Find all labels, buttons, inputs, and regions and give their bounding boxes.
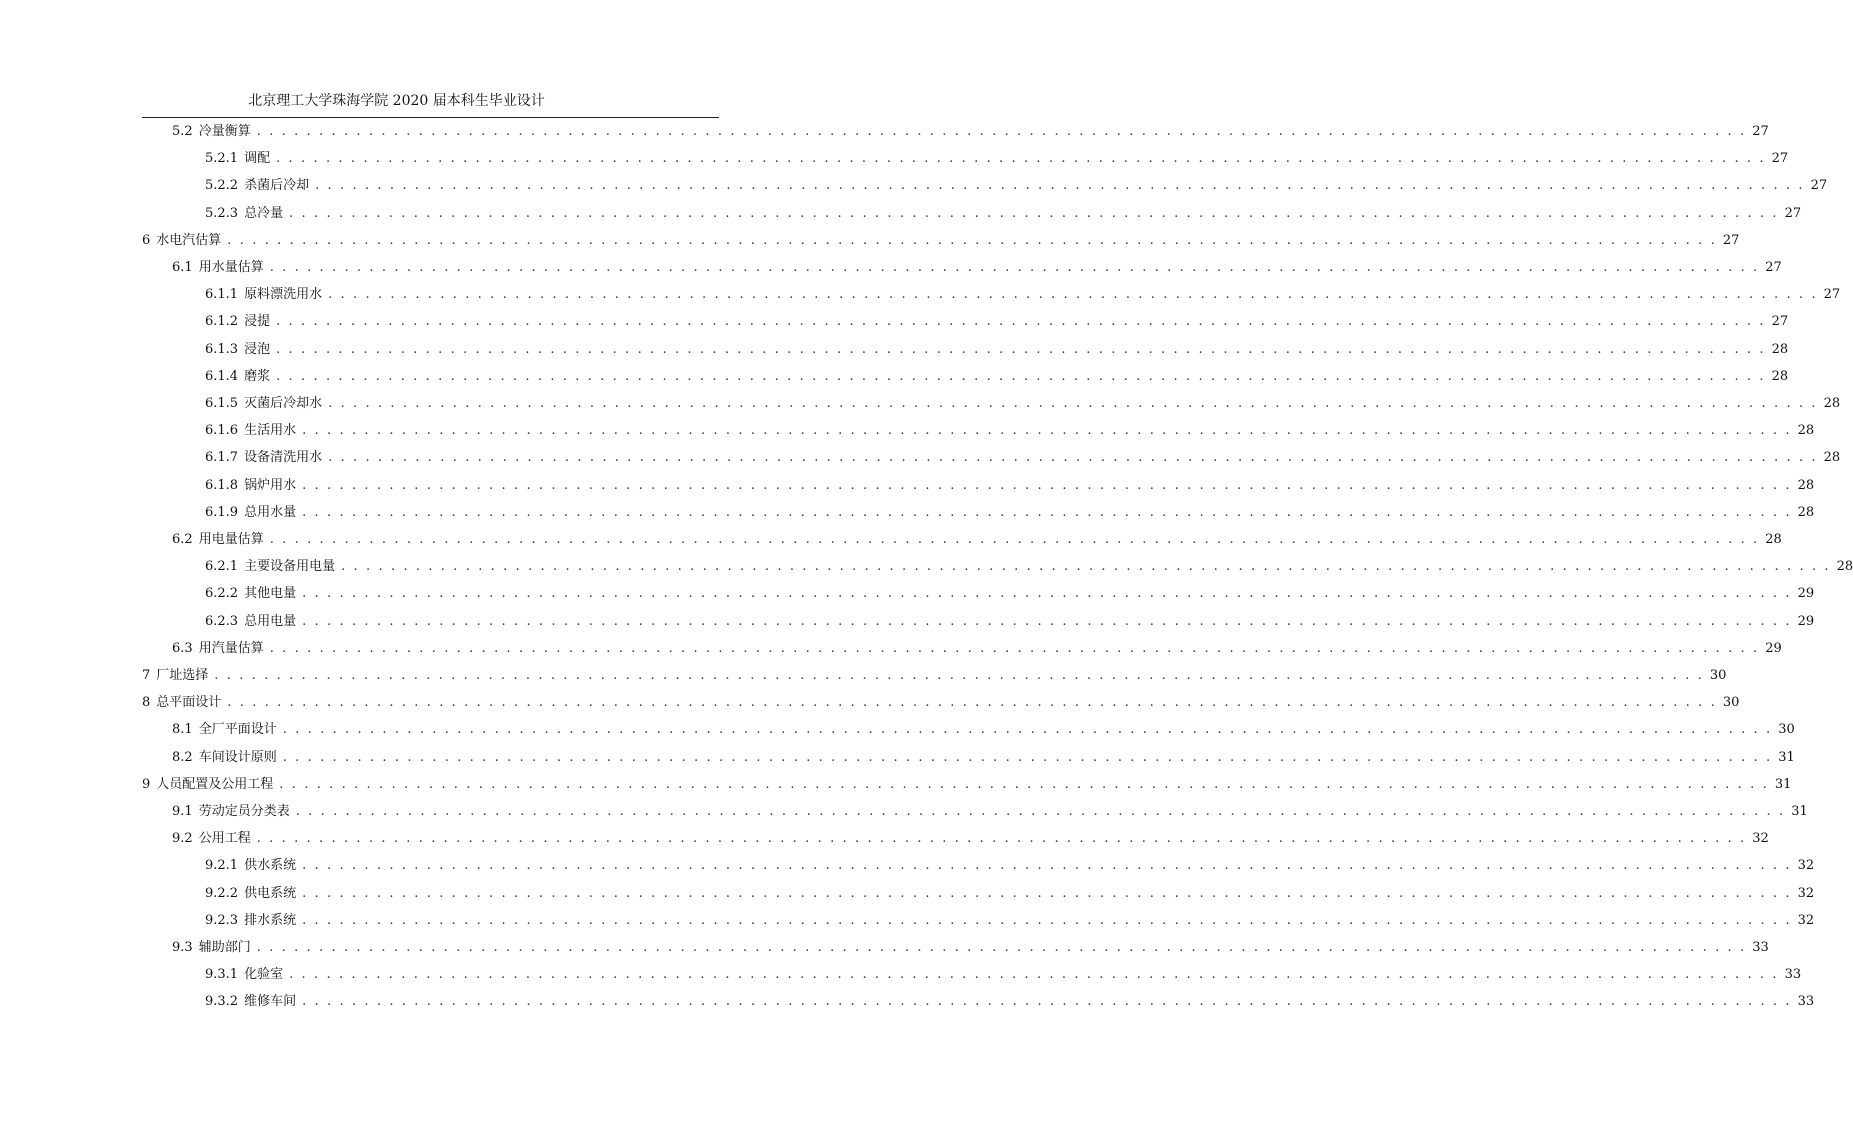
toc-entry-page: 33 [1752, 940, 1769, 955]
toc-entry-number: 6.1.6 [205, 423, 239, 439]
toc-entry-page: 27 [1765, 260, 1782, 275]
toc-entry-page: 28 [1797, 504, 1815, 520]
toc-entry-number: 9.1 [172, 804, 193, 819]
toc-entry[interactable] [142, 776, 1792, 794]
toc-entry-number: 6.1.4 [205, 368, 239, 384]
toc-entry-label [205, 150, 270, 168]
toc-entry-label [205, 558, 335, 576]
toc-entry-label [172, 939, 251, 957]
toc-entry-label [172, 123, 251, 141]
toc-entry-title: 维修车间 [244, 994, 297, 1010]
toc-entry[interactable] [205, 912, 1815, 930]
toc-leader-dots: . . . . . . . . . . . . . . . . . . . . . . . . . . . . . . . . . . . . . . . . . . . . . . . . . . . . . . . . . . . . . . . . . . . . . . . . . . . . . . . . . . . . . . . . . . . . . . . . . . . . . . . . . . . . . . . . . . . . . . . . [256, 124, 1747, 139]
toc-entry[interactable] [142, 694, 1740, 712]
toc-entry-number: 9 [142, 776, 151, 792]
toc-leader-dots: . . . . . . . . . . . . . . . . . . . . . . . . . . . . . . . . . . . . . . . . . . . . . . . . . . . . . . . . . . . . . . . . . . . . . . . . . . . . . . . . . . . . . . . . . . . . . . . . . . . . . . . . . . . . . . . . . . . . . . . . [276, 314, 1766, 330]
toc-leader-dots: . . . . . . . . . . . . . . . . . . . . . . . . . . . . . . . . . . . . . . . . . . . . . . . . . . . . . . . . . . . . . . . . . . . . . . . . . . . . . . . . . . . . . . . . . . . . . . . . . . . . . . . . . . . . . . . . . . . . . . . . [302, 423, 1792, 439]
toc-entry[interactable] [205, 341, 1789, 359]
toc-entry-label [205, 422, 296, 440]
toc-leader-dots: . . . . . . . . . . . . . . . . . . . . . . . . . . . . . . . . . . . . . . . . . . . . . . . . . . . . . . . . . . . . . . . . . . . . . . . . . . . . . . . . . . . . . . . . . . . . . . . . . . . . . . . . . . . . . . . . . . . . . . . . [256, 940, 1747, 955]
toc-entry-title: 生活用水 [244, 423, 297, 439]
toc-entry-number: 6.1.2 [205, 314, 239, 330]
toc-entry[interactable] [205, 177, 1828, 195]
toc-entry[interactable] [205, 395, 1841, 413]
toc-entry-number: 6.1.8 [205, 477, 239, 493]
toc-entry-number: 6.1.1 [205, 287, 239, 303]
toc-entry-label [172, 640, 264, 658]
toc-entry[interactable] [172, 123, 1769, 141]
toc-leader-dots: . . . . . . . . . . . . . . . . . . . . . . . . . . . . . . . . . . . . . . . . . . . . . . . . . . . . . . . . . . . . . . . . . . . . . . . . . . . . . . . . . . . . . . . . . . . . . . . . . . . . . . . . . . . . . . . . . . . . . . . . [276, 151, 1766, 167]
toc-entry-title: 水电汽估算 [156, 232, 222, 248]
toc-leader-dots: . . . . . . . . . . . . . . . . . . . . . . . . . . . . . . . . . . . . . . . . . . . . . . . . . . . . . . . . . . . . . . . . . . . . . . . . . . . . . . . . . . . . . . . . . . . . . . . . . . . . . . . . . . . . . . . . . . . . . . . . [269, 260, 1760, 275]
toc-leader-dots: . . . . . . . . . . . . . . . . . . . . . . . . . . . . . . . . . . . . . . . . . . . . . . . . . . . . . . . . . . . . . . . . . . . . . . . . . . . . . . . . . . . . . . . . . . . . . . . . . . . . . . . . . . . . . . . . . . . . . . . . [269, 640, 1760, 656]
toc-entry-number: 5.2 [172, 124, 193, 139]
toc-leader-dots: . . . . . . . . . . . . . . . . . . . . . . . . . . . . . . . . . . . . . . . . . . . . . . . . . . . . . . . . . . . . . . . . . . . . . . . . . . . . . . . . . . . . . . . . . . . . . . . . . . . . . . . . . . . . . . . . . . . . . . . . [302, 994, 1792, 1010]
toc-entry-title: 总平面设计 [156, 695, 222, 711]
toc-entry-title: 全厂平面设计 [198, 722, 277, 738]
toc-entry-title: 化验室 [244, 967, 284, 983]
toc-entry-label [172, 721, 277, 739]
toc-entry-label [205, 504, 296, 522]
toc-entry-number: 6.3 [172, 640, 193, 656]
toc-leader-dots: . . . . . . . . . . . . . . . . . . . . . . . . . . . . . . . . . . . . . . . . . . . . . . . . . . . . . . . . . . . . . . . . . . . . . . . . . . . . . . . . . . . . . . . . . . . . . . . . . . . . . . . . . . . . . . . . . . . . . . . . [302, 858, 1792, 874]
toc-entry-title: 公用工程 [198, 831, 251, 847]
toc-entry-title: 人员配置及公用工程 [156, 776, 274, 792]
toc-entry-page: 29 [1797, 586, 1815, 602]
toc-entry-label [172, 259, 264, 277]
toc-entry-label [172, 830, 251, 848]
toc-entry-page: 32 [1752, 831, 1769, 847]
toc-leader-dots: . . . . . . . . . . . . . . . . . . . . . . . . . . . . . . . . . . . . . . . . . . . . . . . . . . . . . . . . . . . . . . . . . . . . . . . . . . . . . . . . . . . . . . . . . . . . . . . . . . . . . . . . . . . . . . . . . . . . . . . . [282, 722, 1773, 738]
toc-entry-page: 31 [1778, 749, 1795, 765]
toc-entry[interactable] [205, 885, 1815, 903]
toc-entry-title: 用电量估算 [198, 532, 264, 547]
toc-leader-dots: . . . . . . . . . . . . . . . . . . . . . . . . . . . . . . . . . . . . . . . . . . . . . . . . . . . . . . . . . . . . . . . . . . . . . . . . . . . . . . . . . . . . . . . . . . . . . . . . . . . . . . . . . . . . . . . . . . . . . . . . [328, 287, 1818, 303]
toc-entry-page: 27 [1752, 124, 1769, 139]
toc-entry-title: 磨浆 [244, 368, 271, 384]
toc-entry-number: 6.1.7 [205, 450, 239, 466]
toc-leader-dots: . . . . . . . . . . . . . . . . . . . . . . . . . . . . . . . . . . . . . . . . . . . . . . . . . . . . . . . . . . . . . . . . . . . . . . . . . . . . . . . . . . . . . . . . . . . . . . . . . . . . . . . . . . . . . . . . . . . . . . . . [295, 804, 1786, 819]
toc-entry-number: 8.2 [172, 749, 193, 765]
toc-leader-dots: . . . . . . . . . . . . . . . . . . . . . . . . . . . . . . . . . . . . . . . . . . . . . . . . . . . . . . . . . . . . . . . . . . . . . . . . . . . . . . . . . . . . . . . . . . . . . . . . . . . . . . . . . . . . . . . . . . . . . . . . [269, 532, 1760, 547]
toc-entry-label [172, 803, 290, 821]
toc-entry-title: 总用水量 [244, 504, 297, 520]
toc-entry-label [205, 286, 322, 304]
toc-entry-label [205, 857, 296, 875]
toc-entry-number: 6.2.2 [205, 586, 239, 602]
toc-entry-page: 28 [1771, 341, 1789, 357]
toc-entry-label [205, 912, 296, 930]
toc-entry-label [142, 232, 221, 250]
toc-entry-title: 浸提 [244, 314, 271, 330]
toc-entry[interactable] [172, 830, 1769, 848]
page-header [0, 91, 793, 111]
toc-entry-label [205, 885, 296, 903]
toc-entry[interactable] [172, 939, 1769, 957]
toc-entry-title: 总用电量 [244, 613, 297, 629]
toc-entry[interactable] [172, 531, 1782, 549]
toc-entry[interactable] [205, 205, 1802, 223]
toc-leader-dots: . . . . . . . . . . . . . . . . . . . . . . . . . . . . . . . . . . . . . . . . . . . . . . . . . . . . . . . . . . . . . . . . . . . . . . . . . . . . . . . . . . . . . . . . . . . . . . . . . . . . . . . . . . . . . . . . . . . . . . . . [276, 341, 1766, 357]
toc-entry-label [205, 993, 296, 1011]
toc-entry[interactable] [205, 993, 1815, 1011]
toc-entry-title: 辅助部门 [198, 940, 251, 955]
toc-leader-dots: . . . . . . . . . . . . . . . . . . . . . . . . . . . . . . . . . . . . . . . . . . . . . . . . . . . . . . . . . . . . . . . . . . . . . . . . . . . . . . . . . . . . . . . . . . . . . . . . . . . . . . . . . . . . . . . . . . . . . . . . [328, 396, 1818, 411]
toc-entry-page: 30 [1778, 722, 1795, 738]
toc-leader-dots: . . . . . . . . . . . . . . . . . . . . . . . . . . . . . . . . . . . . . . . . . . . . . . . . . . . . . . . . . . . . . . . . . . . . . . . . . . . . . . . . . . . . . . . . . . . . . . . . . . . . . . . . . . . . . . . . . . . . . . . . [276, 368, 1766, 384]
toc-leader-dots: . . . . . . . . . . . . . . . . . . . . . . . . . . . . . . . . . . . . . . . . . . . . . . . . . . . . . . . . . . . . . . . . . . . . . . . . . . . . . . . . . . . . . . . . . . . . . . . . . . . . . . . . . . . . . . . . . . . . . . . . [302, 504, 1792, 520]
toc-entry-page: 28 [1823, 450, 1841, 466]
toc-entry-page: 27 [1784, 205, 1802, 221]
toc-entry-number: 9.3.2 [205, 994, 239, 1010]
toc-entry-page: 30 [1709, 668, 1727, 683]
toc-leader-dots: . . . . . . . . . . . . . . . . . . . . . . . . . . . . . . . . . . . . . . . . . . . . . . . . . . . . . . . . . . . . . . . . . . . . . . . . . . . . . . . . . . . . . . . . . . . . . . . . . . . . . . . . . . . . . . . . . . . . . . . . [341, 559, 1831, 575]
toc-entry-page: 32 [1797, 885, 1815, 901]
toc-entry-number: 6.2 [172, 532, 193, 547]
toc-entry-number: 5.2.2 [205, 178, 239, 194]
toc-entry-title: 原料漂洗用水 [244, 287, 323, 303]
toc-entry-label [205, 395, 322, 413]
toc-entry-title: 车间设计原则 [198, 749, 277, 765]
toc-entry[interactable] [172, 721, 1795, 739]
toc-entry[interactable] [172, 749, 1795, 767]
toc-entry[interactable] [205, 150, 1789, 168]
toc-entry-number: 7 [142, 668, 151, 683]
toc-entry-title: 浸泡 [244, 341, 271, 357]
toc-entry-label [205, 585, 296, 603]
toc-entry-title: 总冷量 [244, 205, 284, 221]
toc-entry-label [142, 776, 273, 794]
toc-entry-number: 6.2.1 [205, 559, 239, 575]
toc-entry-title: 其他电量 [244, 586, 297, 602]
toc-leader-dots: . . . . . . . . . . . . . . . . . . . . . . . . . . . . . . . . . . . . . . . . . . . . . . . . . . . . . . . . . . . . . . . . . . . . . . . . . . . . . . . . . . . . . . . . . . . . . . . . . . . . . . . . . . . . . . . . . . . . . . . . [302, 586, 1792, 602]
toc-entry-page: 29 [1765, 640, 1782, 656]
toc-entry[interactable] [205, 313, 1789, 331]
toc-entry[interactable] [205, 613, 1815, 631]
toc-entry-label [205, 477, 296, 495]
toc-leader-dots: . . . . . . . . . . . . . . . . . . . . . . . . . . . . . . . . . . . . . . . . . . . . . . . . . . . . . . . . . . . . . . . . . . . . . . . . . . . . . . . . . . . . . . . . . . . . . . . . . . . . . . . . . . . . . . . . . . . . . . . . [302, 477, 1792, 493]
toc-entry-label [205, 341, 270, 359]
toc-entry[interactable] [172, 803, 1808, 821]
toc-leader-dots: . . . . . . . . . . . . . . . . . . . . . . . . . . . . . . . . . . . . . . . . . . . . . . . . . . . . . . . . . . . . . . . . . . . . . . . . . . . . . . . . . . . . . . . . . . . . . . . . . . . . . . . . . . . . . . . . . . . . . . . . [282, 749, 1773, 765]
toc-entry-label [205, 205, 283, 223]
toc-leader-dots: . . . . . . . . . . . . . . . . . . . . . . . . . . . . . . . . . . . . . . . . . . . . . . . . . . . . . . . . . . . . . . . . . . . . . . . . . . . . . . . . . . . . . . . . . . . . . . . . . . . . . . . . . . . . . . . . . . . . . . . . [256, 831, 1747, 847]
toc-leader-dots: . . . . . . . . . . . . . . . . . . . . . . . . . . . . . . . . . . . . . . . . . . . . . . . . . . . . . . . . . . . . . . . . . . . . . . . . . . . . . . . . . . . . . . . . . . . . . . . . . . . . . . . . . . . . . . . . . . . . . . . . [227, 695, 1717, 711]
toc-entry-label [205, 613, 296, 631]
toc-entry-number: 9.3.1 [205, 967, 239, 983]
toc-leader-dots: . . . . . . . . . . . . . . . . . . . . . . . . . . . . . . . . . . . . . . . . . . . . . . . . . . . . . . . . . . . . . . . . . . . . . . . . . . . . . . . . . . . . . . . . . . . . . . . . . . . . . . . . . . . . . . . . . . . . . . . . [289, 967, 1779, 983]
toc-entry-page: 32 [1797, 912, 1815, 928]
toc-entry-number: 6.1.9 [205, 504, 239, 520]
toc-entry-label [205, 177, 309, 195]
toc-entry-label [205, 966, 283, 984]
toc-entry-page: 27 [1771, 151, 1789, 167]
toc-entry-title: 供水系统 [244, 858, 297, 874]
toc-entry-title: 锅炉用水 [244, 477, 297, 493]
toc-entry-label [172, 531, 264, 549]
toc-entry[interactable] [142, 232, 1740, 250]
toc-entry-number: 6.1.3 [205, 341, 239, 357]
toc-leader-dots: . . . . . . . . . . . . . . . . . . . . . . . . . . . . . . . . . . . . . . . . . . . . . . . . . . . . . . . . . . . . . . . . . . . . . . . . . . . . . . . . . . . . . . . . . . . . . . . . . . . . . . . . . . . . . . . . . . . . . . . . [302, 885, 1792, 901]
toc-entry-number: 6.2.3 [205, 613, 239, 629]
toc-leader-dots: . . . . . . . . . . . . . . . . . . . . . . . . . . . . . . . . . . . . . . . . . . . . . . . . . . . . . . . . . . . . . . . . . . . . . . . . . . . . . . . . . . . . . . . . . . . . . . . . . . . . . . . . . . . . . . . . . . . . . . . . [302, 613, 1792, 629]
toc-entry-number: 8.1 [172, 722, 193, 738]
toc-entry[interactable] [205, 966, 1802, 984]
toc-leader-dots: . . . . . . . . . . . . . . . . . . . . . . . . . . . . . . . . . . . . . . . . . . . . . . . . . . . . . . . . . . . . . . . . . . . . . . . . . . . . . . . . . . . . . . . . . . . . . . . . . . . . . . . . . . . . . . . . . . . . . . . . [302, 912, 1792, 928]
toc-entry[interactable] [205, 449, 1841, 467]
toc-entry-label [142, 667, 208, 685]
toc-entry-title: 杀菌后冷却 [244, 178, 310, 194]
toc-leader-dots: . . . . . . . . . . . . . . . . . . . . . . . . . . . . . . . . . . . . . . . . . . . . . . . . . . . . . . . . . . . . . . . . . . . . . . . . . . . . . . . . . . . . . . . . . . . . . . . . . . . . . . . . . . . . . . . . . . . . . . . . [315, 178, 1805, 194]
toc-entry-number: 6.1 [172, 260, 193, 275]
toc-entry[interactable] [205, 585, 1815, 603]
toc-entry-label [172, 749, 277, 767]
toc-entry-label [205, 313, 270, 331]
toc-entry-title: 设备清洗用水 [244, 450, 323, 466]
toc-entry-page: 27 [1722, 232, 1740, 248]
toc-entry-page: 32 [1797, 858, 1815, 874]
toc-entry-title: 排水系统 [244, 912, 297, 928]
toc-entry-number: 6 [142, 232, 151, 248]
toc-entry-page: 33 [1784, 967, 1802, 983]
toc-entry[interactable] [172, 640, 1782, 658]
toc-entry-page: 28 [1797, 477, 1815, 493]
toc-leader-dots: . . . . . . . . . . . . . . . . . . . . . . . . . . . . . . . . . . . . . . . . . . . . . . . . . . . . . . . . . . . . . . . . . . . . . . . . . . . . . . . . . . . . . . . . . . . . . . . . . . . . . . . . . . . . . . . . . . . . . . . . [279, 776, 1769, 792]
toc-entry-number: 9.2.3 [205, 912, 239, 928]
toc-entry-title: 供电系统 [244, 885, 297, 901]
toc-entry-number: 5.2.3 [205, 205, 239, 221]
toc-entry-title: 用水量估算 [198, 260, 264, 275]
toc-entry-page: 28 [1765, 532, 1782, 547]
toc-entry-page: 30 [1722, 695, 1740, 711]
toc-entry-title: 厂址选择 [156, 668, 209, 683]
toc-entry[interactable] [205, 477, 1815, 495]
toc-leader-dots: . . . . . . . . . . . . . . . . . . . . . . . . . . . . . . . . . . . . . . . . . . . . . . . . . . . . . . . . . . . . . . . . . . . . . . . . . . . . . . . . . . . . . . . . . . . . . . . . . . . . . . . . . . . . . . . . . . . . . . . . [328, 450, 1818, 466]
toc-entry[interactable] [205, 558, 1853, 576]
toc-entry[interactable] [205, 368, 1789, 386]
toc-entry-page: 27 [1810, 178, 1828, 194]
toc-entry-title: 调配 [244, 151, 271, 167]
toc-entry-title: 灭菌后冷却水 [244, 396, 323, 411]
toc-entry-number: 8 [142, 695, 151, 711]
toc-entry-page: 28 [1797, 423, 1815, 439]
toc-entry-page: 27 [1771, 314, 1789, 330]
toc-entry-number: 9.3 [172, 940, 193, 955]
toc-entry-page: 28 [1771, 368, 1789, 384]
toc-entry-label [205, 449, 322, 467]
header-title: 北京理工大学珠海学院 2020 届本科生毕业设计 [248, 93, 545, 109]
toc-entry[interactable] [205, 422, 1815, 440]
toc-entry-label [142, 694, 221, 712]
toc-entry-page: 33 [1797, 994, 1815, 1010]
toc-entry[interactable] [205, 504, 1815, 522]
toc-entry-page: 28 [1823, 396, 1841, 411]
toc-entry-page: 31 [1774, 776, 1792, 792]
toc-entry-number: 5.2.1 [205, 151, 239, 167]
toc-leader-dots: . . . . . . . . . . . . . . . . . . . . . . . . . . . . . . . . . . . . . . . . . . . . . . . . . . . . . . . . . . . . . . . . . . . . . . . . . . . . . . . . . . . . . . . . . . . . . . . . . . . . . . . . . . . . . . . . . . . . . . . . [227, 232, 1717, 248]
toc-entry[interactable] [205, 286, 1841, 304]
toc-entry-page: 28 [1836, 559, 1853, 575]
toc-leader-dots: . . . . . . . . . . . . . . . . . . . . . . . . . . . . . . . . . . . . . . . . . . . . . . . . . . . . . . . . . . . . . . . . . . . . . . . . . . . . . . . . . . . . . . . . . . . . . . . . . . . . . . . . . . . . . . . . . . . . . . . . [214, 668, 1704, 683]
toc-entry-title: 劳动定员分类表 [198, 804, 290, 819]
toc-entry-title: 主要设备用电量 [244, 559, 336, 575]
toc-entry[interactable] [205, 857, 1815, 875]
toc-entry[interactable] [142, 667, 1727, 685]
toc-entry-number: 9.2.2 [205, 885, 239, 901]
toc-entry[interactable] [172, 259, 1782, 277]
toc-entry-page: 31 [1791, 804, 1808, 819]
header-divider [142, 117, 719, 118]
toc-entry-number: 9.2 [172, 831, 193, 847]
toc-entry-title: 冷量衡算 [198, 124, 251, 139]
toc-leader-dots: . . . . . . . . . . . . . . . . . . . . . . . . . . . . . . . . . . . . . . . . . . . . . . . . . . . . . . . . . . . . . . . . . . . . . . . . . . . . . . . . . . . . . . . . . . . . . . . . . . . . . . . . . . . . . . . . . . . . . . . . [289, 205, 1779, 221]
toc-entry-page: 27 [1823, 287, 1841, 303]
toc-entry-title: 用汽量估算 [198, 640, 264, 656]
toc-entry-label [205, 368, 270, 386]
toc-entry-number: 6.1.5 [205, 396, 239, 411]
toc-entry-page: 29 [1797, 613, 1815, 629]
toc-entry-number: 9.2.1 [205, 858, 239, 874]
